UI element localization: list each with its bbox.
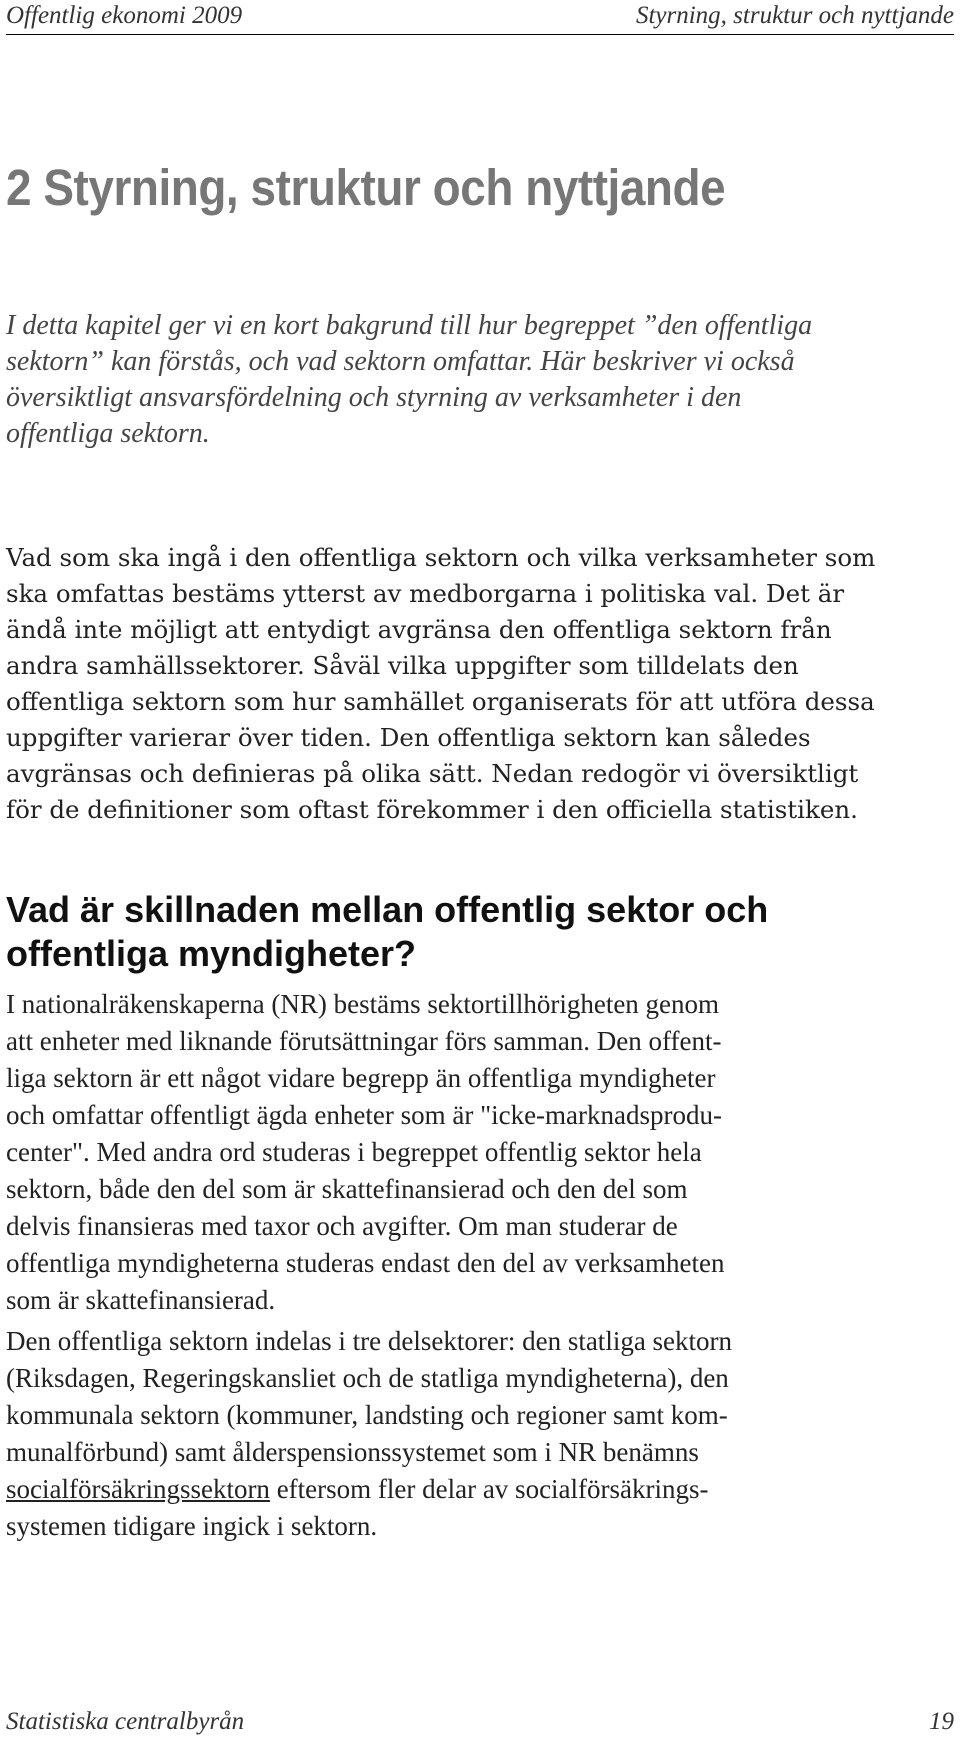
page-number: 19 bbox=[929, 1708, 954, 1735]
paragraph-line: offentliga sektorn som hur samhället organiserats för att utföra dessa bbox=[6, 687, 875, 716]
paragraph-line: liga sektorn är ett något vidare begrepp än offentliga myndigheter bbox=[6, 1063, 716, 1093]
paragraph-line: Vad som ska ingå i den offentliga sektorn och vilka verksamheter som bbox=[6, 543, 876, 572]
section-heading bbox=[6, 888, 946, 976]
paragraph-line: för de definitioner som oftast förekommer i den officiella statistiken. bbox=[6, 795, 858, 824]
chapter-title: 2 Styrning, struktur och nyttjande bbox=[6, 159, 726, 216]
paragraph-line: som är skattefinansierad. bbox=[6, 1285, 276, 1315]
paragraph-line: kommunala sektorn (kommuner, landsting och regioner samt kom- bbox=[6, 1400, 728, 1430]
paragraph-line: avgränsas och definieras på olika sätt. Nedan redogör vi översiktligt bbox=[6, 759, 859, 788]
subsector-paragraph bbox=[6, 1323, 951, 1545]
underlined-term: socialförsäkringssektorn bbox=[6, 1474, 270, 1504]
lede-line: offentliga sektorn. bbox=[6, 418, 210, 449]
paragraph-line: center". Med andra ord studeras i begreppet offentlig sektor hela bbox=[6, 1137, 702, 1167]
paragraph-line: och omfattar offentligt ägda enheter som är "icke-marknadsprodu- bbox=[6, 1100, 723, 1130]
paragraph-line: systemen tidigare ingick i sektorn. bbox=[6, 1511, 378, 1541]
section-heading-line: Vad är skillnaden mellan offentlig sektor och bbox=[6, 889, 769, 930]
paragraph-line: delvis finansieras med taxor och avgifter. Om man studerar de bbox=[6, 1211, 678, 1241]
paragraph-line: (Riksdagen, Regeringskansliet och de statliga myndigheterna), den bbox=[6, 1363, 729, 1393]
lede-line: I detta kapitel ger vi en kort bakgrund till hur begreppet ”den offentliga bbox=[6, 310, 813, 341]
header-chapter-title: Styrning, struktur och nyttjande bbox=[635, 2, 954, 29]
paragraph-line: munalförbund) samt ålderspensionssystemet som i NR benämns bbox=[6, 1437, 699, 1467]
intro-paragraph bbox=[6, 540, 951, 828]
section-heading-line: offentliga myndigheter? bbox=[6, 933, 417, 974]
paragraph-line: uppgifter varierar över tiden. Den offentliga sektorn kan således bbox=[6, 723, 811, 752]
paragraph-line: sektorn, både den del som är skattefinansierad och den del som bbox=[6, 1174, 688, 1204]
paragraph-line-rest: eftersom fler delar av socialförsäkrings- bbox=[269, 1474, 709, 1504]
footer-publisher: Statistiska centralbyrån bbox=[6, 1708, 245, 1735]
chapter-lede bbox=[6, 308, 936, 452]
paragraph-line: I nationalräkenskaperna (NR) bestäms sektortillhörigheten genom bbox=[6, 989, 720, 1019]
lede-line: sektorn” kan förstås, och vad sektorn omfattar. Här beskriver vi också bbox=[6, 346, 795, 377]
lede-line: översiktligt ansvarsfördelning och styrning av verksamheter i den bbox=[6, 382, 742, 413]
running-header bbox=[6, 0, 954, 35]
paragraph-line: offentliga myndigheterna studeras endast den del av verksamheten bbox=[6, 1248, 725, 1278]
header-publication-title: Offentlig ekonomi 2009 bbox=[6, 2, 243, 29]
paragraph-line bbox=[6, 1471, 951, 1508]
paragraph-line: andra samhällssektorer. Såväl vilka uppgifter som tilldelats den bbox=[6, 651, 799, 680]
paragraph-line: Den offentliga sektorn indelas i tre delsektorer: den statliga sektorn bbox=[6, 1326, 733, 1356]
definition-paragraph bbox=[6, 986, 951, 1319]
paragraph-line: ska omfattas bestäms ytterst av medborgarna i politiska val. Det är bbox=[6, 579, 845, 608]
paragraph-line: att enheter med liknande förutsättningar förs samman. Den offent- bbox=[6, 1026, 722, 1056]
paragraph-line: ändå inte möjligt att entydigt avgränsa den offentliga sektorn från bbox=[6, 615, 832, 644]
